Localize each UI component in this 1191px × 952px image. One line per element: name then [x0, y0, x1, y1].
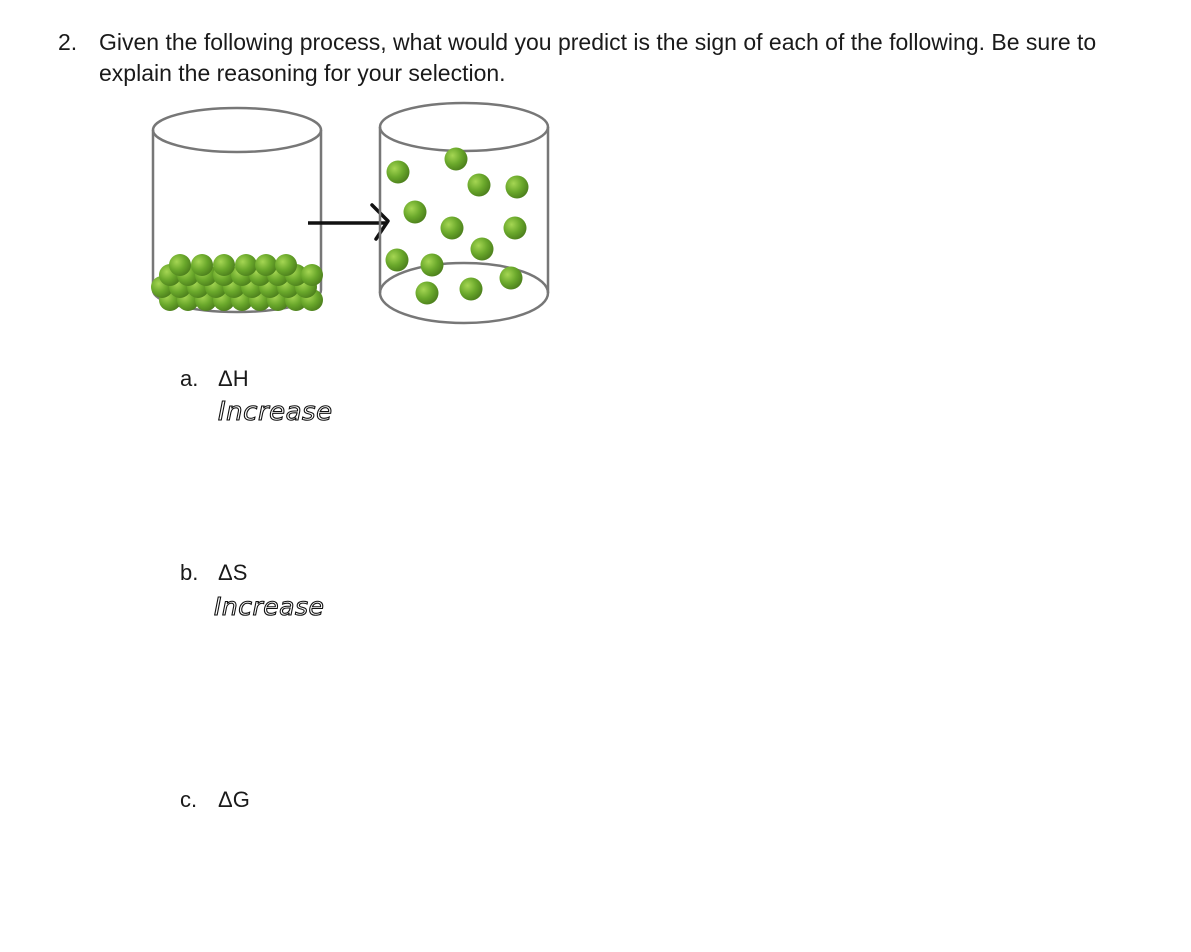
- particle: [386, 249, 409, 272]
- particle: [301, 264, 323, 286]
- part-a-label: ΔH: [218, 366, 249, 391]
- particle: [441, 217, 464, 240]
- particle: [416, 282, 439, 305]
- particle: [460, 278, 483, 301]
- process-diagram: [140, 95, 560, 335]
- part-a: [180, 366, 249, 392]
- particle: [191, 254, 213, 276]
- particle: [169, 254, 191, 276]
- particle: [500, 267, 523, 290]
- part-a-letter: a.: [180, 366, 199, 391]
- packed-particles: [151, 254, 323, 311]
- particle: [235, 254, 257, 276]
- spread-particles: [386, 148, 529, 305]
- svg-text:Increase: Increase: [214, 592, 325, 621]
- particle: [275, 254, 297, 276]
- part-c: [180, 787, 250, 813]
- part-c-letter: c.: [180, 787, 198, 812]
- question-number: 2.: [58, 29, 78, 55]
- part-a-answer: [218, 393, 348, 436]
- part-c-label: ΔG: [218, 787, 250, 812]
- part-b-answer: [214, 588, 344, 631]
- particle: [421, 254, 444, 277]
- part-b-letter: b.: [180, 560, 199, 585]
- particle: [506, 176, 529, 199]
- particle: [504, 217, 527, 240]
- question-block: [58, 27, 1148, 89]
- part-b-label: ΔS: [218, 560, 248, 585]
- particle: [387, 161, 410, 184]
- question-text: Given the following process, what would you predict is the sign of each of the following. Be sure to explain the reasoning for your selection.: [99, 29, 1097, 86]
- part-b: [180, 560, 247, 586]
- particle: [445, 148, 468, 171]
- svg-text:Increase: Increase: [218, 397, 333, 427]
- particle: [404, 201, 427, 224]
- particle: [471, 238, 494, 261]
- particle: [468, 174, 491, 197]
- particle: [255, 254, 277, 276]
- particle: [213, 254, 235, 276]
